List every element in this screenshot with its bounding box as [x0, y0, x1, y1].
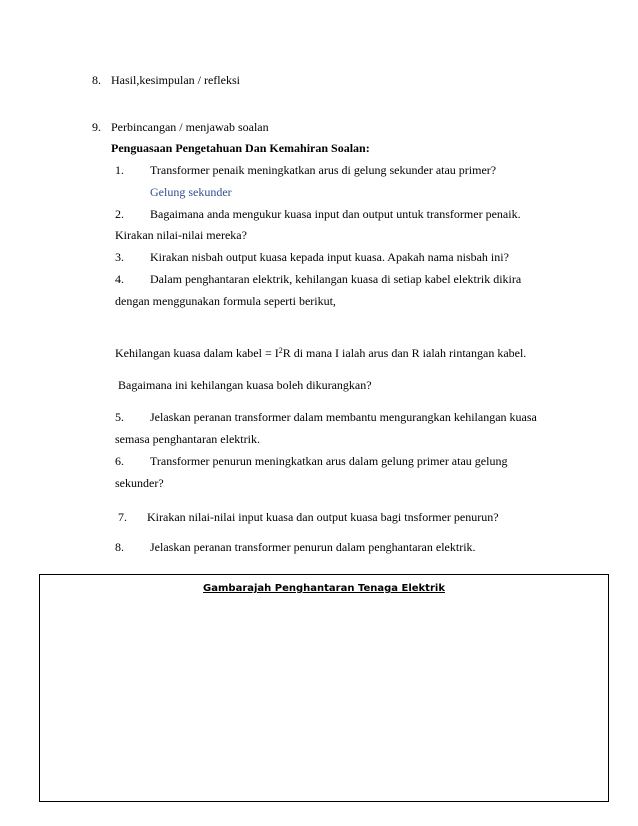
question-2-number: 2. — [115, 207, 124, 221]
item-9-number: 9. — [92, 120, 101, 134]
question-3-number: 3. — [115, 250, 124, 264]
question-4-text-line2: dengan menggunakan formula seperti berikut, — [115, 294, 336, 308]
question-6-text: Transformer penurun meningkatkan arus dalam gelung primer atau gelung — [150, 454, 508, 468]
question-1-answer: Gelung sekunder — [150, 185, 232, 199]
question-4-text: Dalam penghantaran elektrik, kehilangan kuasa di setiap kabel elektrik dikira — [150, 272, 522, 286]
reduce-loss-question: Bagaimana ini kehilangan kuasa boleh dikurangkan? — [118, 378, 372, 392]
diagram-box — [39, 574, 609, 802]
question-1-number: 1. — [115, 163, 124, 177]
item-9-text: Perbincangan / menjawab soalan — [111, 120, 269, 134]
power-loss-formula — [115, 346, 526, 360]
question-6-text-line2: sekunder? — [115, 476, 164, 490]
question-6-number: 6. — [115, 454, 124, 468]
formula-after: R di mana I ialah arus dan R ialah rintangan kabel. — [282, 346, 527, 360]
section-heading: Penguasaan Pengetahuan Dan Kemahiran Soalan: — [111, 141, 370, 155]
question-4-number: 4. — [115, 272, 124, 286]
question-3-text: Kirakan nisbah output kuasa kepada input kuasa. Apakah nama nisbah ini? — [150, 250, 509, 264]
question-8-number: 8. — [115, 540, 124, 554]
question-8-text: Jelaskan peranan transformer penurun dalam penghantaran elektrik. — [150, 540, 476, 554]
question-1-text: Transformer penaik meningkatkan arus di gelung sekunder atau primer? — [150, 163, 497, 177]
item-8-number: 8. — [92, 73, 101, 87]
question-7-number: 7. — [118, 510, 127, 524]
formula-exponent: 2 — [278, 346, 283, 355]
diagram-title: Gambarajah Penghantaran Tenaga Elektrik — [203, 583, 445, 594]
question-5-number: 5. — [115, 410, 124, 424]
formula-before: Kehilangan kuasa dalam kabel = I — [115, 346, 279, 360]
question-5-text-line2: semasa penghantaran elektrik. — [115, 432, 260, 446]
question-7-text: Kirakan nilai-nilai input kuasa dan output kuasa bagi tnsformer penurun? — [147, 510, 499, 524]
question-2-text-line2: Kirakan nilai-nilai mereka? — [115, 228, 247, 242]
question-2-text: Bagaimana anda mengukur kuasa input dan output untuk transformer penaik. — [150, 207, 521, 221]
question-5-text: Jelaskan peranan transformer dalam membantu mengurangkan kehilangan kuasa — [150, 410, 537, 424]
item-8-text: Hasil,kesimpulan / refleksi — [111, 73, 240, 87]
